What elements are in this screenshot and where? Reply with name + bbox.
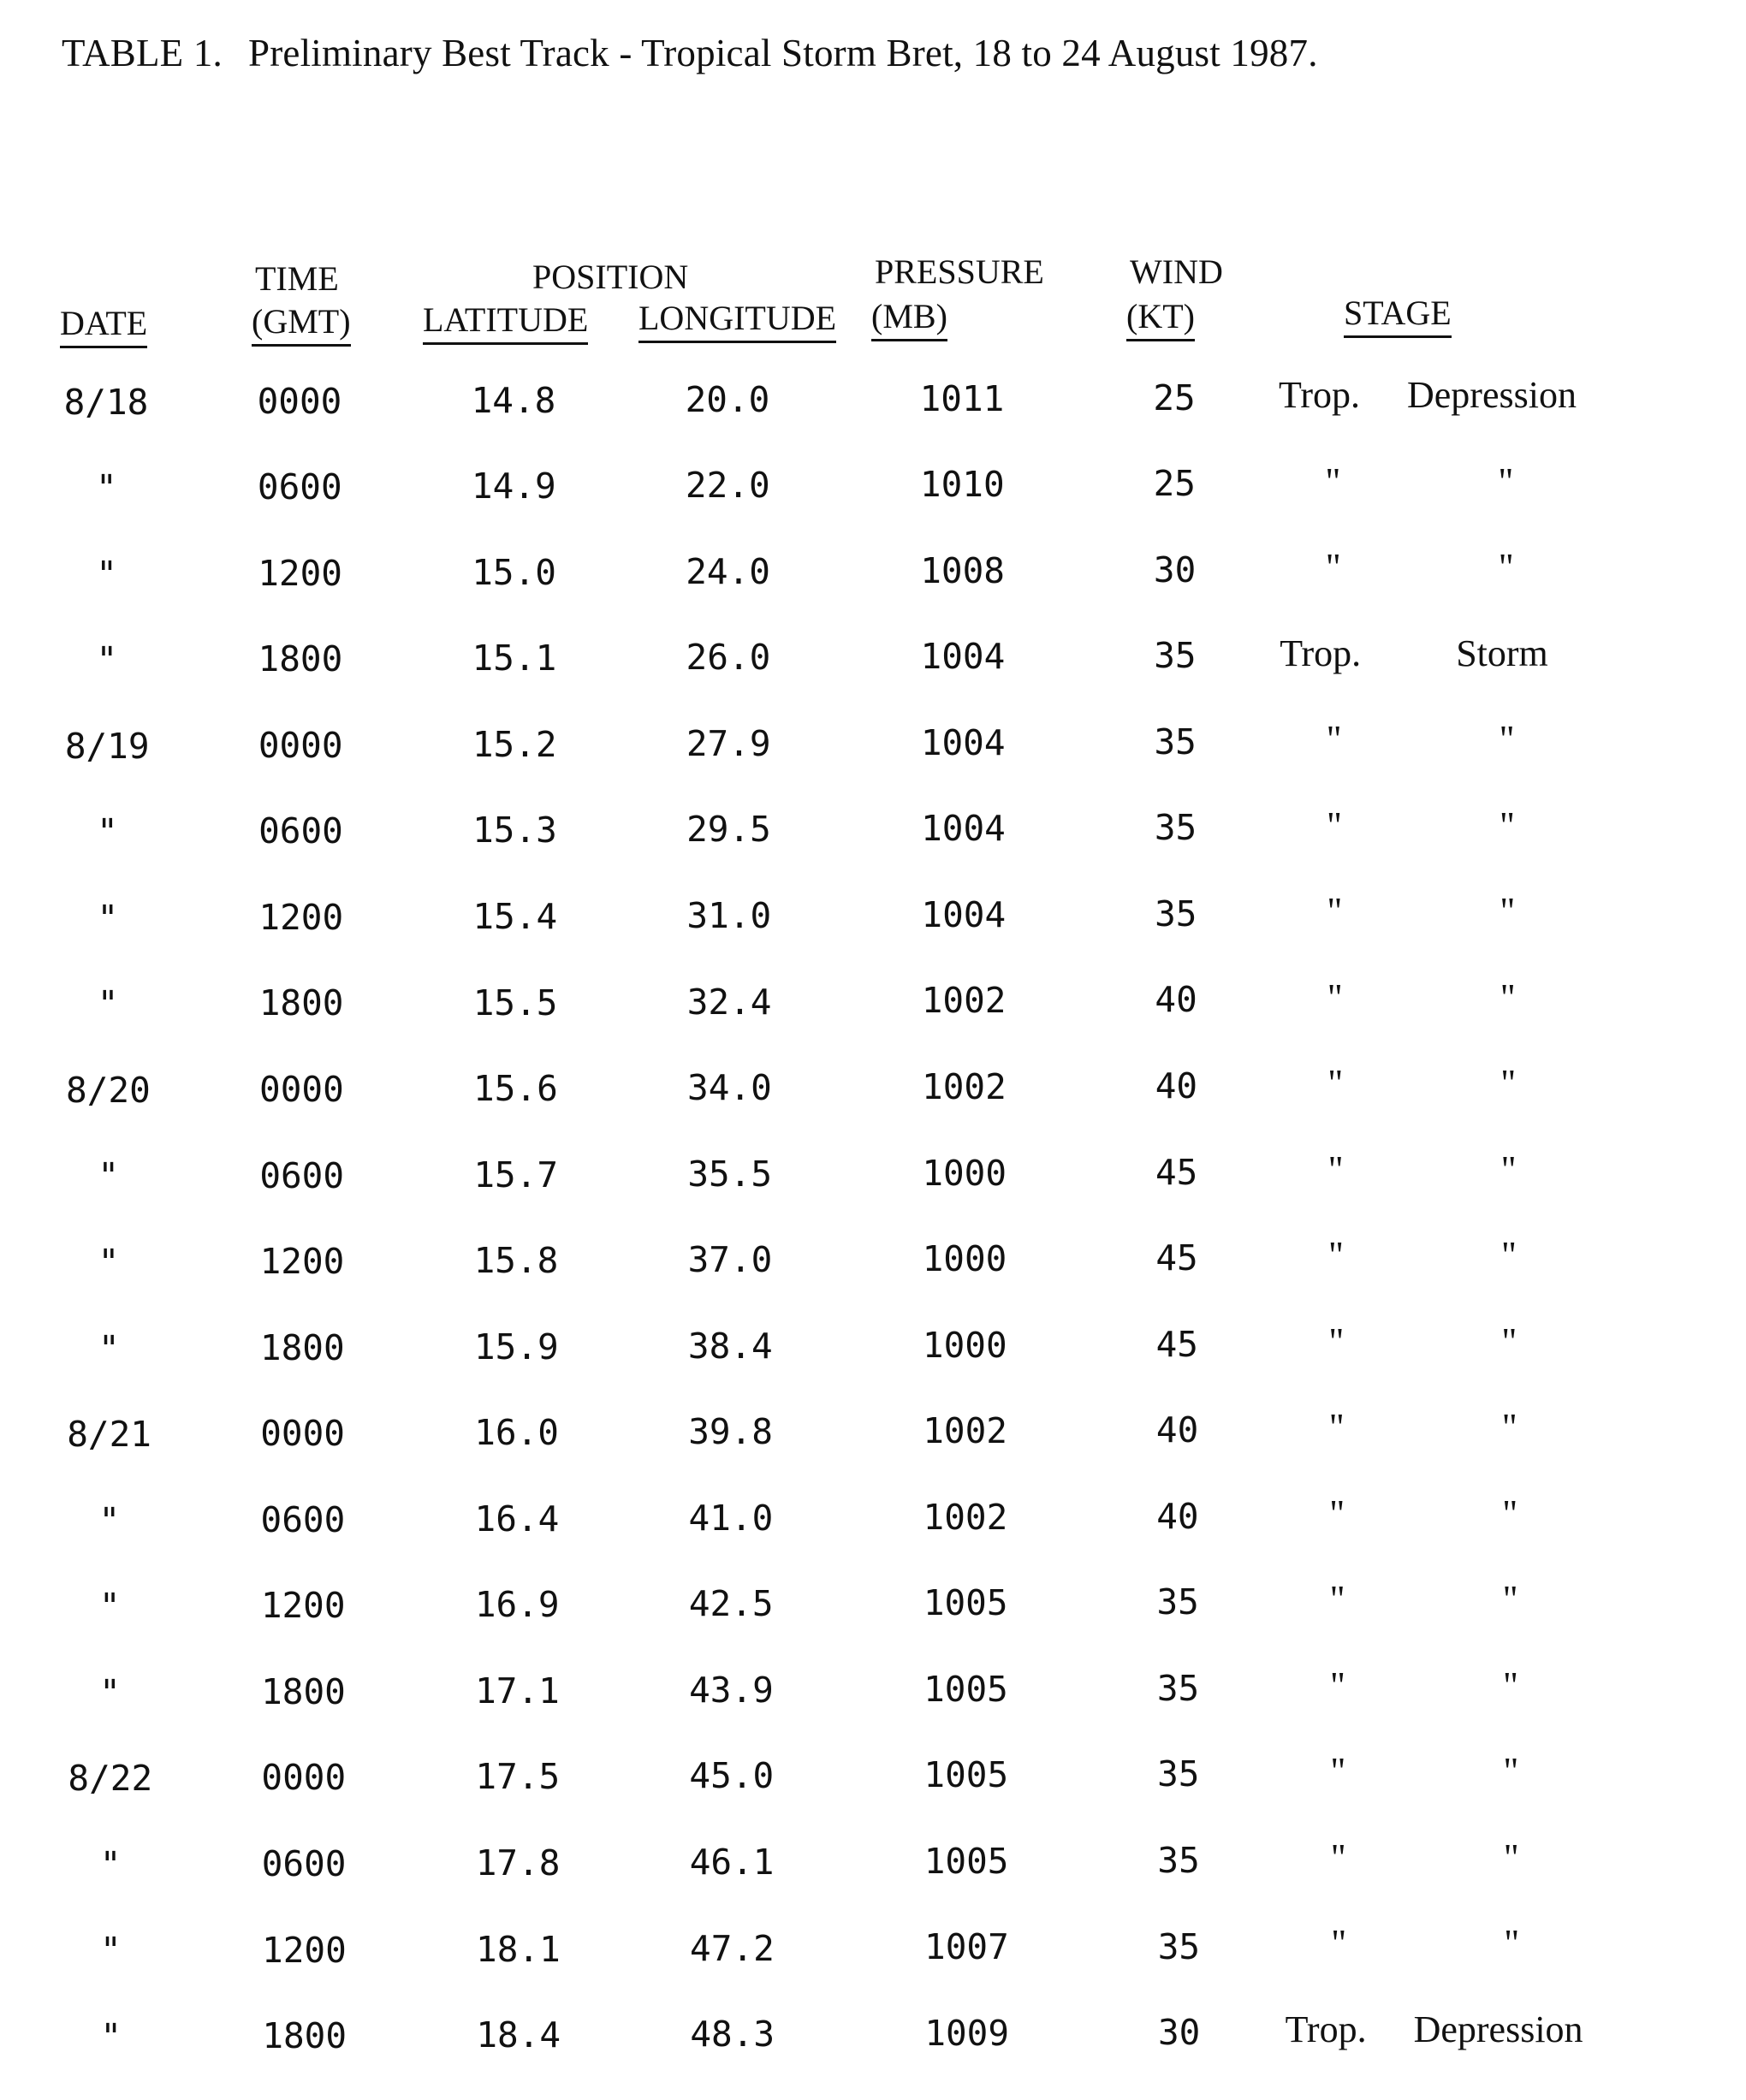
table-row bbox=[0, 632, 1746, 725]
cell-stage-status: " bbox=[1501, 1406, 1517, 1448]
cell-wind: 30 bbox=[1158, 2012, 1201, 2054]
cell-latitude: 17.1 bbox=[475, 1670, 560, 1711]
cell-pressure: 1005 bbox=[923, 1754, 1009, 1796]
cell-wind: 30 bbox=[1153, 549, 1197, 590]
cell-longitude: 43.9 bbox=[689, 1669, 774, 1711]
table-row bbox=[0, 890, 1746, 982]
cell-stage-type: " bbox=[1329, 1492, 1345, 1534]
cell-latitude: 15.3 bbox=[472, 810, 557, 851]
cell-longitude: 26.0 bbox=[686, 637, 771, 679]
table-row bbox=[0, 1922, 1746, 2014]
cell-latitude: 15.5 bbox=[472, 982, 558, 1023]
cell-longitude: 34.0 bbox=[687, 1067, 772, 1109]
cell-latitude: 15.6 bbox=[473, 1068, 558, 1110]
table-row bbox=[0, 1664, 1746, 1756]
cell-latitude: 15.8 bbox=[473, 1240, 559, 1282]
cell-date: " bbox=[95, 467, 117, 509]
cell-longitude: 22.0 bbox=[685, 465, 770, 507]
cell-wind: 35 bbox=[1154, 721, 1197, 762]
cell-date: " bbox=[99, 1843, 122, 1885]
cell-time: 0000 bbox=[260, 1413, 345, 1455]
cell-time: 1800 bbox=[258, 638, 343, 680]
cell-latitude: 16.4 bbox=[474, 1498, 560, 1539]
cell-date: " bbox=[99, 1671, 121, 1713]
cell-wind: 40 bbox=[1156, 1495, 1199, 1537]
cell-stage-status: " bbox=[1502, 1492, 1518, 1534]
cell-time: 0000 bbox=[258, 724, 343, 766]
cell-wind: 35 bbox=[1154, 635, 1197, 677]
cell-pressure: 1000 bbox=[922, 1324, 1007, 1366]
cell-longitude: 29.5 bbox=[686, 809, 771, 851]
cell-longitude: 27.9 bbox=[686, 722, 771, 764]
cell-longitude: 39.8 bbox=[688, 1411, 773, 1453]
cell-latitude: 18.4 bbox=[476, 2014, 561, 2056]
cell-date: " bbox=[100, 1930, 122, 1972]
cell-stage-type: " bbox=[1328, 1320, 1345, 1362]
header-pressure-bottom: (MB) bbox=[871, 300, 947, 341]
cell-time: 1200 bbox=[259, 1241, 345, 1283]
cell-stage-status: " bbox=[1500, 890, 1516, 932]
table-row bbox=[0, 1062, 1746, 1154]
cell-stage-status: " bbox=[1500, 976, 1516, 1018]
cell-stage-status: Depression bbox=[1413, 2008, 1583, 2050]
table-row bbox=[0, 1492, 1746, 1584]
table-title bbox=[62, 31, 1318, 75]
cell-wind: 40 bbox=[1155, 979, 1197, 1021]
cell-latitude: 15.2 bbox=[472, 723, 557, 765]
cell-stage-status: " bbox=[1503, 1664, 1518, 1706]
cell-time: 1800 bbox=[258, 982, 344, 1024]
cell-latitude: 16.9 bbox=[474, 1584, 560, 1626]
cell-stage-type: " bbox=[1331, 1922, 1347, 1964]
header-position: POSITION bbox=[532, 258, 689, 296]
cell-time: 0600 bbox=[257, 466, 342, 508]
table-row bbox=[0, 546, 1746, 639]
cell-latitude: 17.8 bbox=[475, 1842, 561, 1883]
cell-stage-type: " bbox=[1330, 1664, 1345, 1706]
cell-wind: 35 bbox=[1154, 807, 1197, 849]
cell-wind: 25 bbox=[1153, 463, 1196, 505]
cell-pressure: 1002 bbox=[922, 1065, 1007, 1107]
cell-latitude: 15.0 bbox=[472, 551, 556, 593]
cell-longitude: 20.0 bbox=[685, 378, 770, 420]
cell-stage-type: " bbox=[1325, 460, 1341, 502]
cell-pressure: 1000 bbox=[922, 1152, 1007, 1194]
cell-stage-status: " bbox=[1500, 804, 1515, 846]
cell-pressure: 1005 bbox=[923, 1582, 1008, 1624]
cell-pressure: 1011 bbox=[919, 377, 1005, 419]
cell-pressure: 1008 bbox=[920, 549, 1005, 591]
cell-wind: 45 bbox=[1155, 1323, 1198, 1365]
cell-time: 1800 bbox=[261, 1670, 346, 1712]
cell-pressure: 1000 bbox=[922, 1238, 1007, 1280]
cell-stage-type: " bbox=[1327, 1148, 1344, 1190]
cell-date: " bbox=[98, 1242, 120, 1283]
cell-longitude: 38.4 bbox=[687, 1325, 773, 1367]
table-row bbox=[0, 374, 1746, 467]
cell-stage-type: " bbox=[1327, 976, 1343, 1018]
cell-latitude: 15.1 bbox=[472, 638, 557, 679]
cell-wind: 35 bbox=[1157, 1753, 1200, 1795]
cell-longitude: 32.4 bbox=[686, 981, 772, 1023]
cell-time: 0000 bbox=[261, 1757, 347, 1799]
cell-latitude: 18.1 bbox=[476, 1928, 561, 1970]
cell-date: " bbox=[98, 1586, 121, 1628]
header-time-top: TIME bbox=[255, 259, 339, 298]
cell-pressure: 1004 bbox=[921, 808, 1006, 850]
cell-date: 8/18 bbox=[63, 381, 149, 423]
header-date: DATE bbox=[60, 306, 147, 348]
cell-time: 0600 bbox=[258, 810, 343, 852]
cell-wind: 35 bbox=[1156, 1581, 1199, 1623]
cell-latitude: 16.0 bbox=[474, 1412, 559, 1454]
cell-longitude: 35.5 bbox=[687, 1153, 773, 1195]
cell-stage-status: " bbox=[1502, 1578, 1518, 1620]
header-wind-top: WIND bbox=[1130, 252, 1223, 291]
cell-pressure: 1009 bbox=[924, 2013, 1010, 2055]
cell-longitude: 42.5 bbox=[688, 1583, 774, 1625]
cell-stage-status: " bbox=[1498, 546, 1514, 588]
cell-stage-status: " bbox=[1503, 1750, 1519, 1792]
cell-stage-type: " bbox=[1327, 804, 1342, 846]
cell-pressure: 1004 bbox=[920, 636, 1006, 678]
cell-time: 0000 bbox=[257, 380, 342, 422]
cell-wind: 35 bbox=[1157, 1925, 1201, 1967]
cell-date: " bbox=[96, 639, 118, 681]
cell-stage-status: " bbox=[1504, 1922, 1520, 1964]
cell-latitude: 14.8 bbox=[471, 379, 556, 421]
cell-longitude: 41.0 bbox=[688, 1497, 774, 1539]
cell-stage-status: Depression bbox=[1407, 374, 1577, 416]
cell-date: " bbox=[97, 811, 118, 853]
cell-date: " bbox=[98, 1155, 120, 1197]
cell-date: " bbox=[100, 2015, 122, 2057]
cell-wind: 40 bbox=[1155, 1409, 1199, 1451]
cell-stage-type: " bbox=[1326, 718, 1342, 760]
header-latitude: LATITUDE bbox=[423, 303, 588, 345]
cell-wind: 45 bbox=[1155, 1151, 1198, 1193]
cell-stage-status: " bbox=[1500, 1148, 1517, 1190]
cell-stage-type: " bbox=[1328, 1406, 1345, 1448]
table-row bbox=[0, 1578, 1746, 1670]
table-row bbox=[0, 804, 1746, 897]
table-number: TABLE 1. bbox=[62, 32, 223, 74]
cell-longitude: 47.2 bbox=[690, 1927, 775, 1969]
table-caption: Preliminary Best Track - Tropical Storm Bret, 18 to 24 August 1987. bbox=[247, 32, 1318, 74]
cell-wind: 35 bbox=[1157, 1839, 1200, 1881]
cell-pressure: 1002 bbox=[923, 1496, 1008, 1538]
cell-longitude: 31.0 bbox=[686, 894, 772, 936]
cell-date: " bbox=[97, 983, 119, 1025]
cell-longitude: 45.0 bbox=[689, 1755, 775, 1797]
cell-pressure: 1004 bbox=[920, 721, 1006, 763]
cell-time: 0600 bbox=[261, 1842, 347, 1884]
cell-latitude: 15.9 bbox=[473, 1326, 559, 1367]
cell-stage-type: Trop. bbox=[1280, 632, 1362, 674]
cell-date: " bbox=[98, 1499, 121, 1541]
cell-pressure: 1005 bbox=[923, 1840, 1009, 1882]
table-row bbox=[0, 2008, 1746, 2100]
cell-stage-type: " bbox=[1328, 1234, 1344, 1276]
header-wind-bottom: (KT) bbox=[1126, 300, 1195, 341]
cell-stage-type: Trop. bbox=[1285, 2008, 1367, 2050]
cell-pressure: 1002 bbox=[923, 1410, 1007, 1452]
cell-stage-status: " bbox=[1501, 1234, 1517, 1276]
cell-date: 8/21 bbox=[67, 1414, 151, 1456]
cell-longitude: 24.0 bbox=[686, 550, 770, 592]
cell-time: 1200 bbox=[260, 1585, 346, 1627]
cell-time: 0600 bbox=[259, 1154, 345, 1196]
cell-time: 0600 bbox=[260, 1498, 346, 1540]
cell-wind: 35 bbox=[1156, 1667, 1200, 1709]
cell-stage-type: Trop. bbox=[1279, 374, 1360, 416]
cell-time: 1200 bbox=[262, 1929, 347, 1971]
header-stage: STAGE bbox=[1344, 296, 1452, 338]
cell-time: 1200 bbox=[258, 552, 342, 594]
cell-stage-status: " bbox=[1499, 718, 1515, 760]
cell-pressure: 1002 bbox=[921, 980, 1007, 1022]
cell-stage-type: " bbox=[1330, 1750, 1346, 1792]
cell-time: 1800 bbox=[262, 2015, 347, 2057]
cell-time: 1200 bbox=[258, 896, 344, 938]
cell-wind: 35 bbox=[1155, 893, 1197, 934]
cell-date: 8/22 bbox=[68, 1758, 153, 1800]
table-row bbox=[0, 976, 1746, 1069]
cell-date: 8/19 bbox=[64, 725, 150, 767]
cell-date: 8/20 bbox=[66, 1069, 151, 1111]
cell-longitude: 46.1 bbox=[689, 1842, 775, 1883]
cell-time: 1800 bbox=[259, 1326, 345, 1368]
cell-longitude: 48.3 bbox=[690, 2014, 775, 2056]
cell-time: 0000 bbox=[259, 1069, 344, 1111]
cell-pressure: 1010 bbox=[919, 464, 1005, 506]
table-row bbox=[0, 1406, 1746, 1498]
cell-pressure: 1004 bbox=[921, 893, 1007, 935]
cell-date: " bbox=[96, 553, 117, 595]
cell-stage-type: " bbox=[1327, 890, 1343, 932]
cell-stage-status: " bbox=[1498, 460, 1514, 502]
cell-wind: 40 bbox=[1155, 1065, 1198, 1107]
cell-pressure: 1005 bbox=[923, 1668, 1008, 1710]
cell-stage-status: " bbox=[1503, 1836, 1519, 1878]
cell-latitude: 15.4 bbox=[472, 895, 558, 937]
cell-stage-status: " bbox=[1501, 1320, 1517, 1362]
cell-date: " bbox=[97, 897, 119, 939]
cell-stage-type: " bbox=[1327, 1062, 1344, 1104]
cell-stage-status: " bbox=[1500, 1062, 1517, 1104]
header-longitude: LONGITUDE bbox=[638, 301, 836, 343]
table-row bbox=[0, 718, 1746, 811]
cell-latitude: 14.9 bbox=[471, 466, 556, 507]
header-pressure-top: PRESSURE bbox=[875, 252, 1044, 291]
cell-wind: 45 bbox=[1155, 1237, 1198, 1279]
cell-latitude: 15.7 bbox=[473, 1154, 559, 1195]
cell-stage-status: Storm bbox=[1456, 632, 1548, 674]
table-row bbox=[0, 1234, 1746, 1326]
cell-date: " bbox=[98, 1327, 120, 1369]
header-time-bottom: (GMT) bbox=[252, 305, 351, 347]
cell-longitude: 37.0 bbox=[687, 1239, 773, 1281]
table-row bbox=[0, 1148, 1746, 1241]
table-row bbox=[0, 460, 1746, 553]
cell-wind: 25 bbox=[1153, 377, 1196, 418]
cell-stage-type: " bbox=[1329, 1578, 1345, 1620]
table-row bbox=[0, 1750, 1746, 1842]
table-row bbox=[0, 1320, 1746, 1412]
cell-pressure: 1007 bbox=[924, 1926, 1009, 1968]
cell-latitude: 17.5 bbox=[475, 1756, 561, 1798]
table-row bbox=[0, 1836, 1746, 1928]
cell-stage-type: " bbox=[1325, 546, 1341, 588]
cell-stage-type: " bbox=[1330, 1836, 1346, 1878]
